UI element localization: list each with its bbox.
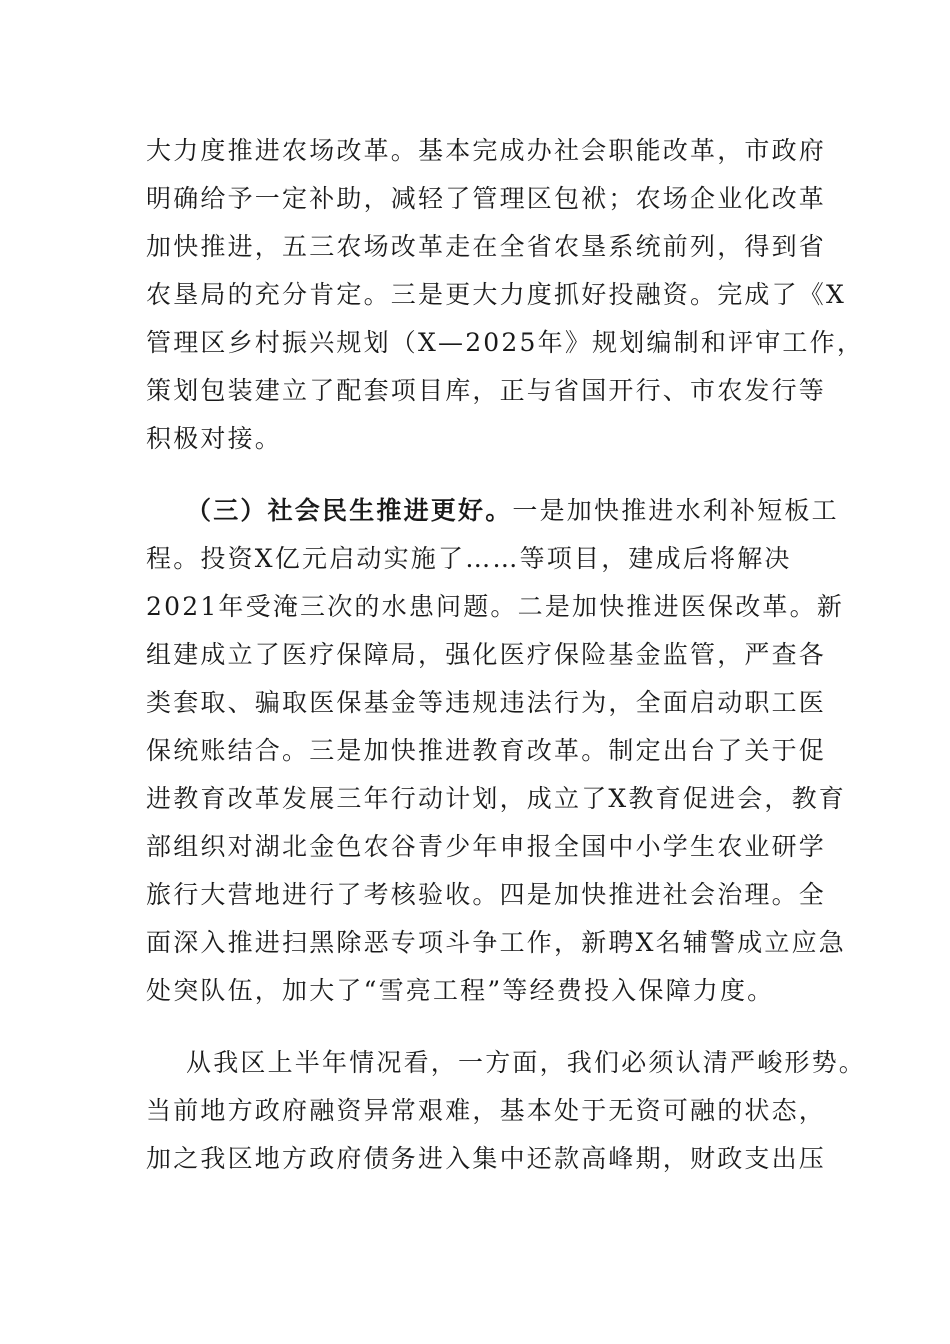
paragraph-2-line-3: 2021年受淹三次的水患问题。二是加快推进医保改革。新	[146, 592, 845, 621]
paragraph-1-line-4: 农垦局的充分肯定。三是更大力度抓好投融资。完成了《X	[146, 280, 847, 309]
paragraph-1-line-7: 积极对接。	[146, 424, 283, 453]
paragraph-1-line-2: 明确给予一定补助，减轻了管理区包袱；农场企业化改革	[146, 184, 827, 213]
paragraph-2-line-2: 程。投资X亿元启动实施了……等项目，建成后将解决	[146, 544, 792, 573]
paragraph-2-line-4: 组建成立了医疗保障局，强化医疗保险基金监管，严查各	[146, 640, 827, 669]
paragraph-2-line-10: 面深入推进扫黑除恶专项斗争工作，新聘X名辅警成立应急	[146, 928, 847, 957]
paragraph-1-line-3: 加快推进，五三农场改革走在全省农垦系统前列，得到省	[146, 232, 827, 261]
paragraph-3-line-2: 当前地方政府融资异常艰难，基本处于无资可融的状态，	[146, 1096, 827, 1125]
paragraph-2-line-7: 进教育改革发展三年行动计划，成立了X教育促进会，教育	[146, 784, 847, 813]
paragraph-2-line-9: 旅行大营地进行了考核验收。四是加快推进社会治理。全	[146, 880, 827, 909]
paragraph-2-line-8: 部组织对湖北金色农谷青少年申报全国中小学生农业研学	[146, 832, 827, 861]
paragraph-1-line-6: 策划包装建立了配套项目库，正与省国开行、市农发行等	[146, 376, 827, 405]
paragraph-1-line-5: 管理区乡村振兴规划（X—2025年》规划编制和评审工作，	[146, 328, 865, 357]
section-heading: （三）社会民生推进更好。	[186, 496, 513, 525]
paragraph-2-line-11: 处突队伍，加大了“雪亮工程”等经费投入保障力度。	[146, 976, 775, 1005]
paragraph-2-line-1-text: 一是加快推进水利补短板工	[512, 496, 839, 525]
paragraph-2-line-5: 类套取、骗取医保基金等违规违法行为，全面启动职工医	[146, 688, 827, 717]
paragraph-2-line-6: 保统账结合。三是加快推进教育改革。制定出台了关于促	[146, 736, 827, 765]
paragraph-1-line-1: 大力度推进农场改革。基本完成办社会职能改革，市政府	[146, 136, 827, 165]
paragraph-3-line-3: 加之我区地方政府债务进入集中还款高峰期，财政支出压	[146, 1144, 827, 1173]
paragraph-2-line-1	[186, 494, 839, 528]
paragraph-3-line-1: 从我区上半年情况看，一方面，我们必须认清严峻形势。	[186, 1048, 867, 1077]
